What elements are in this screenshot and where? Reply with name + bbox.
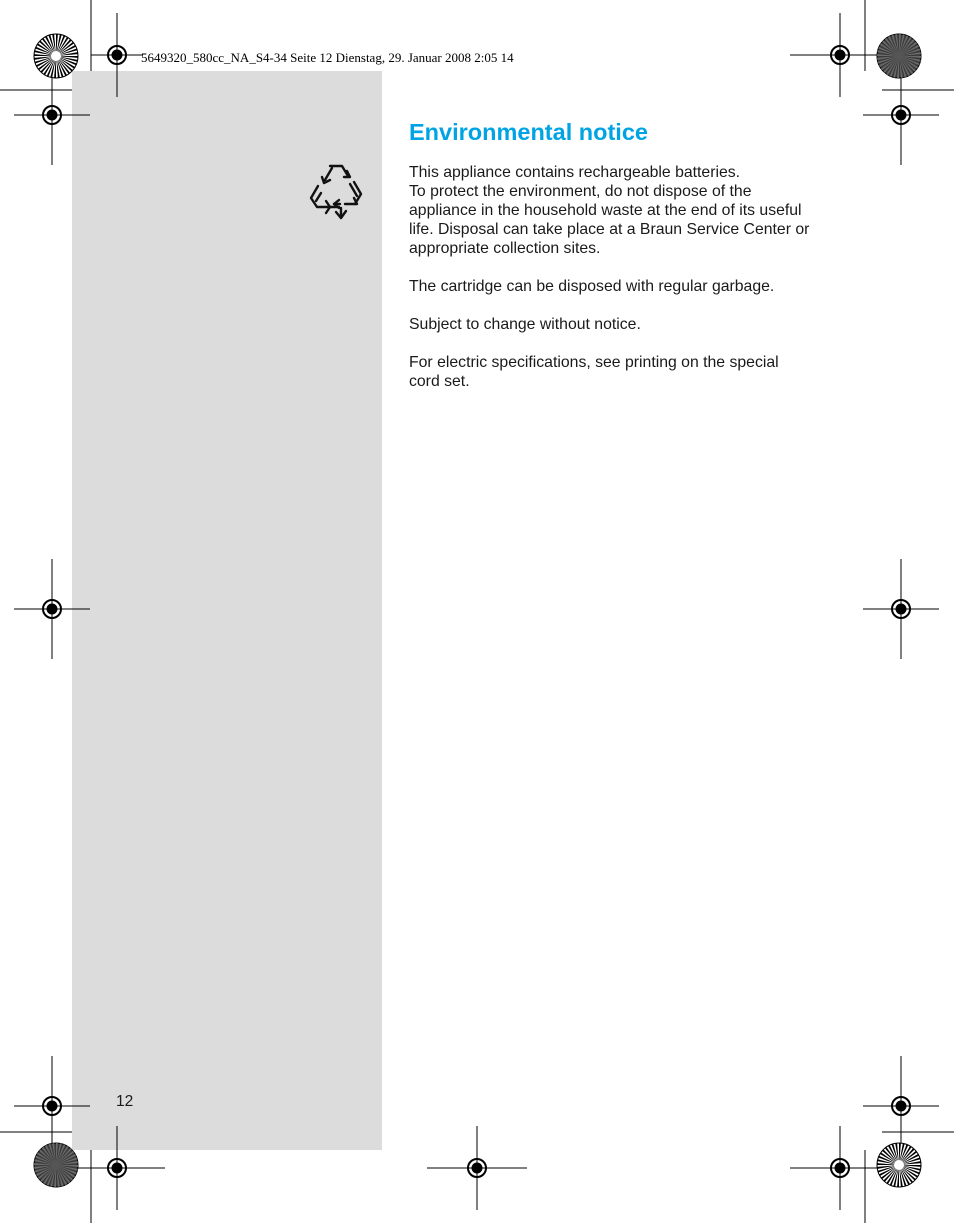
registration-mark-icon (427, 1126, 527, 1210)
registration-mark-icon (863, 1056, 939, 1156)
registration-mark-icon (790, 13, 890, 97)
paragraph-line: life. Disposal can take place at a Braun Service Center or (409, 221, 810, 238)
registration-mark-icon (69, 1126, 165, 1210)
print-star-target-icon (34, 1143, 78, 1187)
paragraph-line: The cartridge can be disposed with regular garbage. (409, 278, 775, 295)
registration-mark-icon (863, 559, 939, 659)
registration-mark-icon (14, 1056, 90, 1156)
registration-mark-icon (14, 65, 90, 165)
paragraph-line: To protect the environment, do not dispose of the (409, 183, 752, 200)
registration-mark-icon (863, 65, 939, 165)
paragraph-line: appliance in the household waste at the end of its useful (409, 202, 802, 219)
paragraph-line: appropriate collection sites. (409, 240, 601, 257)
paragraph-line: This appliance contains rechargeable batteries. (409, 164, 741, 181)
registration-mark-icon (790, 1126, 890, 1210)
paragraph-line: cord set. (409, 373, 470, 390)
section-title: Environmental notice (409, 119, 648, 145)
print-star-target-icon (877, 34, 921, 78)
registration-mark-icon (91, 13, 143, 97)
print-slug: 5649320_580cc_NA_S4-34 Seite 12 Dienstag, 29. Januar 2008 2:05 14 (141, 50, 514, 65)
paragraph-line: Subject to change without notice. (409, 316, 641, 333)
print-star-target-icon (877, 1143, 921, 1187)
paragraph-line: For electric specifications, see printing on the special (409, 354, 779, 371)
page-number: 12 (116, 1093, 134, 1110)
print-star-target-icon (34, 34, 78, 78)
registration-mark-icon (14, 559, 90, 659)
